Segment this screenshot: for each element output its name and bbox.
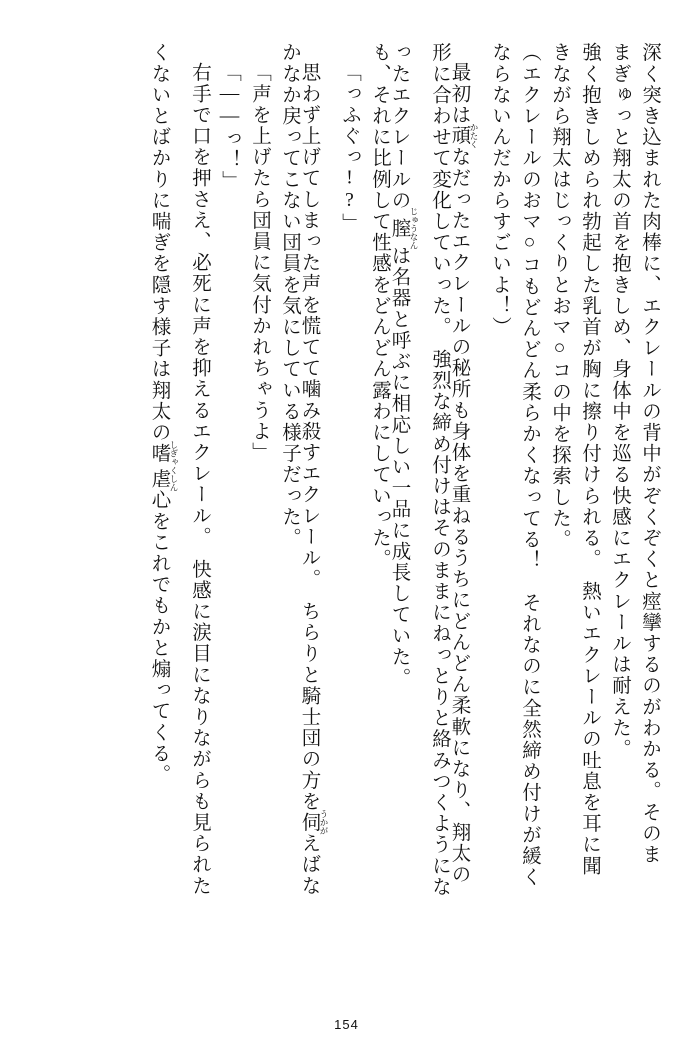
text-line: 最初は頑 かたくなだったエクレールの秘所も身体を重ねるうちにどんどん柔軟になり、翔太の bbox=[448, 62, 479, 885]
text-line: 「――っ！」 bbox=[219, 62, 240, 192]
ruby-annotation: 嗜虐 しぎゃくしん bbox=[148, 440, 179, 492]
text-line: 思わず上げてしまった声を慌てて噛み殺すエクレール。 ちらりと騎士団の方を伺 うかがえばな bbox=[298, 62, 329, 897]
page-number: 154 bbox=[334, 1017, 359, 1032]
text-line: 「声を上げたら団員に気付かれちゃうよ」 bbox=[249, 62, 270, 463]
text-line: も、それに比例して性感をどんどん露わにしていった。 bbox=[369, 42, 390, 570]
text-line: 強く抱きしめられ勃起した乳首が胸に擦り付けられる。 熱いエクレールの吐息を耳に聞 bbox=[579, 42, 600, 877]
text-line: （エクレールのおマ○コもどんどん柔らかくなってる！ それなのに全然締め付けが緩く bbox=[519, 42, 540, 888]
ruby-annotation: 頑 かたく bbox=[448, 123, 479, 149]
ruby-annotation: 膣 じゅうなん bbox=[388, 206, 419, 250]
vertical-text-block bbox=[34, 42, 659, 992]
ruby-annotation: 伺 うかが bbox=[298, 809, 329, 836]
text-line: 「っふぐっ!?」 bbox=[339, 62, 360, 234]
text-line: まぎゅっと翔太の首を抱きしめ、身体中を巡る快感にエクレールは耐えた。 bbox=[609, 42, 630, 760]
text-line: ったエクレールの膣 じゅうなんは名器と呼ぶに相応しい一品に成長していた。 bbox=[388, 42, 419, 689]
text-line: 深く突き込まれた肉棒に、エクレールの背中がぞくぞくと痙攣するのがわかる。そのま bbox=[639, 42, 660, 865]
text-line: ならないんだからすごいよ！） bbox=[489, 42, 510, 338]
text-line: かなか戻ってこない団員を気にしている様子だった。 bbox=[279, 42, 300, 549]
text-line: 右手で口を押さえ、必死に声を抑えるエクレール。 快感に涙目になりながらも見られた bbox=[189, 62, 210, 897]
text-line: きながら翔太はじっくりとおマ○コの中を探索した。 bbox=[549, 42, 570, 550]
text-line: 形に合わせて変化していった。 強烈な締め付けはそのままにねっとりと絡みつくようにな bbox=[429, 42, 450, 898]
text-line: くないとばかりに喘ぎを隠す様子は翔太の嗜虐 しぎゃくしん心をこれでもかと煽ってくる。 bbox=[148, 42, 179, 785]
